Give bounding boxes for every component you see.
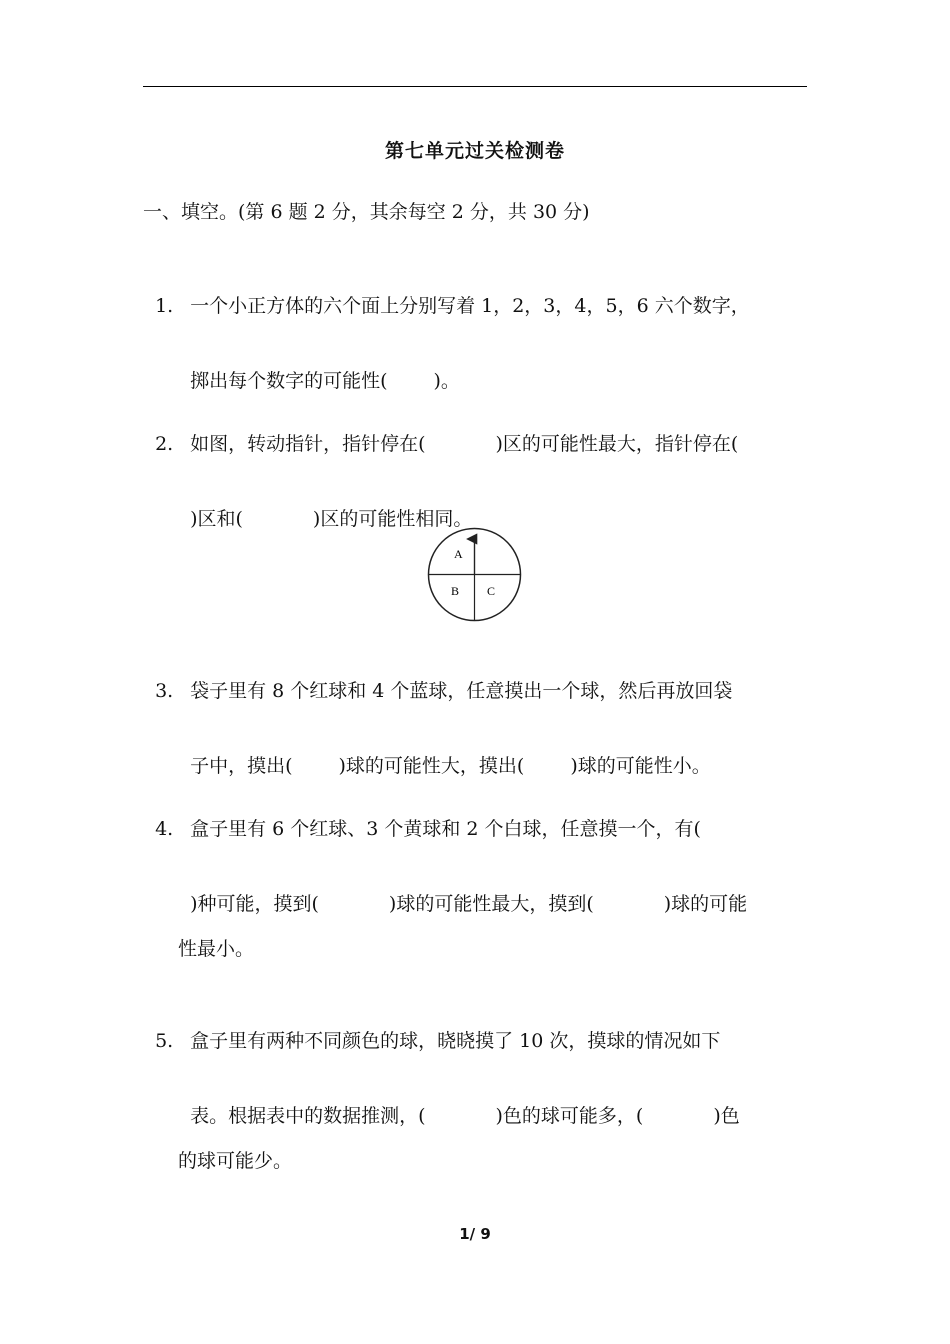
q2-number: 2. [155,433,174,455]
q5-line1 [143,996,720,1056]
q4-number: 4. [155,818,174,840]
q3-line1 [143,646,732,706]
q3-text-1: 袋子里有 8 个红球和 4 个蓝球，任意摸出一个球，然后再放回袋 [190,680,733,702]
q3-text-2b: )球的可能性大，摸出( [338,755,525,777]
q1-line2 [178,336,460,396]
q5-line3: 的球可能少。 [178,1150,293,1172]
q5-line2 [178,1071,740,1131]
q5-number: 5. [155,1030,174,1052]
q4-line3: 性最小。 [178,938,255,960]
page-number: 1/ 9 [459,1225,491,1243]
q5-text-2c: )色 [713,1105,740,1127]
q2-text-2b: )区的可能性相同。 [312,508,473,530]
q4-text-1: 盒子里有 6 个红球、3 个黄球和 2 个白球，任意摸一个，有( [190,818,701,840]
q4-text-2a: )种可能，摸到( [190,893,319,915]
q4-text-2c: )球的可能 [663,893,748,915]
q1-text-2a: 掷出每个数字的可能性( [190,370,388,392]
q1-text-1: 一个小正方体的六个面上分别写着 1，2，3，4，5，6 六个数字， [190,295,750,317]
q4-text-2b: )球的可能性最大，摸到( [388,893,594,915]
q5-text-2b: )色的球可能多，( [495,1105,644,1127]
section-heading: 一、填空。(第 6 题 2 分，其余每空 2 分，共 30 分) [143,201,590,223]
q1-number: 1. [155,295,174,317]
header-rule [143,86,807,87]
q2-text-1b: )区的可能性最大，指针停在( [495,433,739,455]
q1-line1 [143,261,750,321]
q3-number: 3. [155,680,174,702]
q2-line2 [178,474,472,534]
q2-line1 [143,399,738,459]
region-label-a: A [454,547,463,561]
region-label-b: B [451,584,460,598]
spinner-figure [425,527,524,622]
q5-text-2a: 表。根据表中的数据推测，( [190,1105,426,1127]
page-title: 第七单元过关检测卷 [384,140,565,162]
q5-text-1: 盒子里有两种不同颜色的球，晓晓摸了 10 次，摸球的情况如下 [190,1030,721,1052]
region-label-c: C [487,584,496,598]
q4-line2 [178,859,747,919]
q3-text-2c: )球的可能性小。 [570,755,711,777]
q2-text-1a: 如图，转动指针，指针停在( [190,433,426,455]
q2-text-2a: )区和( [190,508,243,530]
q3-text-2a: 子中，摸出( [190,755,293,777]
q3-line2 [178,721,711,781]
q4-line1 [143,784,701,844]
q1-text-2b: )。 [433,370,460,392]
